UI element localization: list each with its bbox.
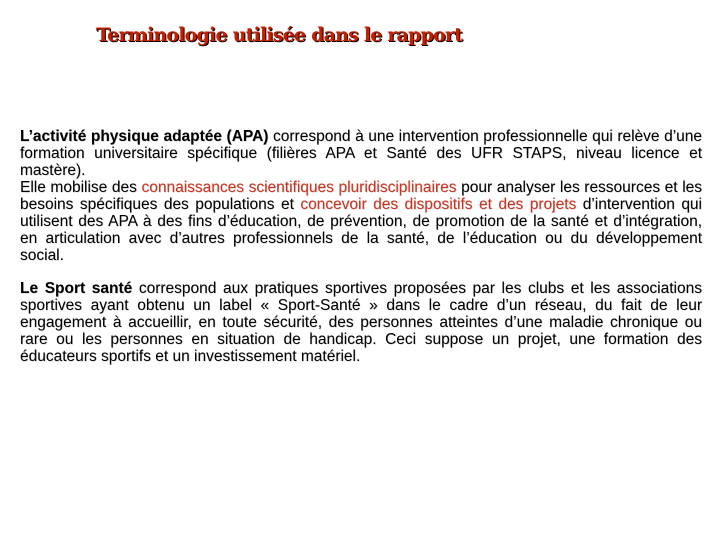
- apa-mobilisation-paragraph: [20, 179, 702, 264]
- apa-mobilisation-end: d’intervention qui utilisent des APA à des fins d’éducation, de prévention, de promotion de la santé et d’intégration, en articulation avec d’autres professionnels de la santé, de l’éducation ou du développement social.: [20, 196, 702, 264]
- slide-title: Terminologie utilisée dans le rapport: [96, 24, 463, 46]
- sport-sante-text: correspond aux pratiques sportives proposées par les clubs et les associations sportives ayant obtenu un label « Sport-Santé » dans le cadre d’un réseau, du fait de leur engagement à accueillir, en toute sécurité, des personnes atteintes d’une maladie chronique ou rare ou les personnes en situation de handicap. Ceci suppose un projet, une formation des éducateurs sportifs et un investissement matériel.: [20, 280, 702, 365]
- apa-term: L’activité physique adaptée (APA): [20, 128, 269, 145]
- slide-body: [20, 128, 702, 365]
- apa-mobilisation-start: Elle mobilise des: [20, 179, 142, 196]
- sport-sante-term: Le Sport santé: [20, 280, 133, 297]
- highlight-connaissances: connaissances scientifiques pluridisciplinaires: [141, 179, 457, 196]
- apa-definition-paragraph: [20, 128, 702, 179]
- apa-definition-text: correspond à une intervention professionnelle qui relève d’une formation universitaire spécifique (filières APA et Santé des UFR STAPS, niveau licence et mastère).: [20, 128, 702, 179]
- sport-sante-paragraph: [20, 280, 702, 365]
- apa-mobilisation-mid: pour analyser les ressources et les besoins spécifiques des populations et: [20, 179, 703, 213]
- highlight-dispositifs: concevoir des dispositifs et des projets: [300, 196, 577, 213]
